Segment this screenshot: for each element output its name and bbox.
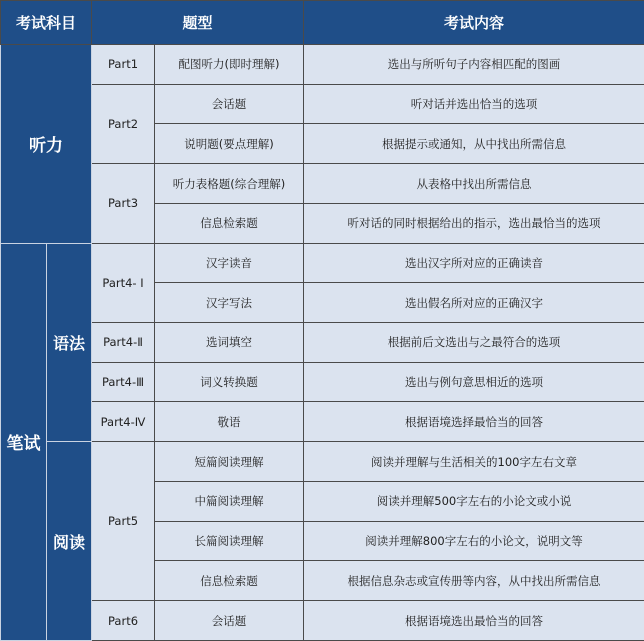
table-row	[1, 362, 644, 402]
table-row	[1, 243, 644, 283]
question-type: 听力表格题(综合理解)	[155, 164, 304, 204]
question-type: 选词填空	[155, 323, 304, 363]
question-type: 汉字读音	[155, 243, 304, 283]
header-type: 题型	[92, 1, 304, 45]
table-row	[1, 323, 644, 363]
exam-content: 根据语境选择最恰当的回答	[304, 402, 644, 442]
question-type: 短篇阅读理解	[155, 442, 304, 482]
part-label: Part4-Ⅱ	[92, 323, 155, 363]
question-type: 配图听力(即时理解)	[155, 45, 304, 85]
table-row	[1, 442, 644, 482]
exam-content: 听对话并选出恰当的选项	[304, 84, 644, 124]
exam-content: 根据前后文选出与之最符合的选项	[304, 323, 644, 363]
exam-content: 选出汉字所对应的正确读音	[304, 243, 644, 283]
question-type: 说明题(要点理解)	[155, 124, 304, 164]
part-label: Part1	[92, 45, 155, 85]
question-type: 词义转换题	[155, 362, 304, 402]
part-label: Part4-Ⅲ	[92, 362, 155, 402]
exam-content: 阅读并理解500字左右的小论文或小说	[304, 481, 644, 521]
header-subject: 考试科目	[1, 1, 92, 45]
question-type: 信息检索题	[155, 561, 304, 601]
question-type: 汉字写法	[155, 283, 304, 323]
exam-content: 根据语境选出最恰当的回答	[304, 601, 644, 641]
header-row	[1, 1, 644, 45]
exam-content: 听对话的同时根据给出的指示，选出最恰当的选项	[304, 203, 644, 243]
table-row	[1, 45, 644, 85]
question-type: 会话题	[155, 601, 304, 641]
question-type: 信息检索题	[155, 203, 304, 243]
subject-written: 笔试	[1, 243, 47, 640]
table-row	[1, 402, 644, 442]
subject-reading: 阅读	[47, 442, 92, 641]
question-type: 长篇阅读理解	[155, 521, 304, 561]
header-content: 考试内容	[304, 1, 644, 45]
part-label: Part6	[92, 601, 155, 641]
table-row	[1, 84, 644, 124]
subject-listening: 听力	[1, 45, 92, 244]
table-row	[1, 601, 644, 641]
part-label: Part4-Ⅳ	[92, 402, 155, 442]
part-label: Part5	[92, 442, 155, 601]
question-type: 敬语	[155, 402, 304, 442]
exam-content: 阅读并理解800字左右的小论文，说明文等	[304, 521, 644, 561]
exam-content: 选出假名所对应的正确汉字	[304, 283, 644, 323]
part-label: Part2	[92, 84, 155, 163]
exam-content: 选出与所听句子内容相匹配的图画	[304, 45, 644, 85]
exam-content: 从表格中找出所需信息	[304, 164, 644, 204]
exam-content: 阅读并理解与生活相关的100字左右文章	[304, 442, 644, 482]
question-type: 会话题	[155, 84, 304, 124]
table-row	[1, 164, 644, 204]
exam-content: 根据提示或通知，从中找出所需信息	[304, 124, 644, 164]
exam-content: 根据信息杂志或宣传册等内容，从中找出所需信息	[304, 561, 644, 601]
part-label: Part4- Ⅰ	[92, 243, 155, 322]
question-type: 中篇阅读理解	[155, 481, 304, 521]
part-label: Part3	[92, 164, 155, 243]
exam-content: 选出与例句意思相近的选项	[304, 362, 644, 402]
subject-grammar: 语法	[47, 243, 92, 442]
